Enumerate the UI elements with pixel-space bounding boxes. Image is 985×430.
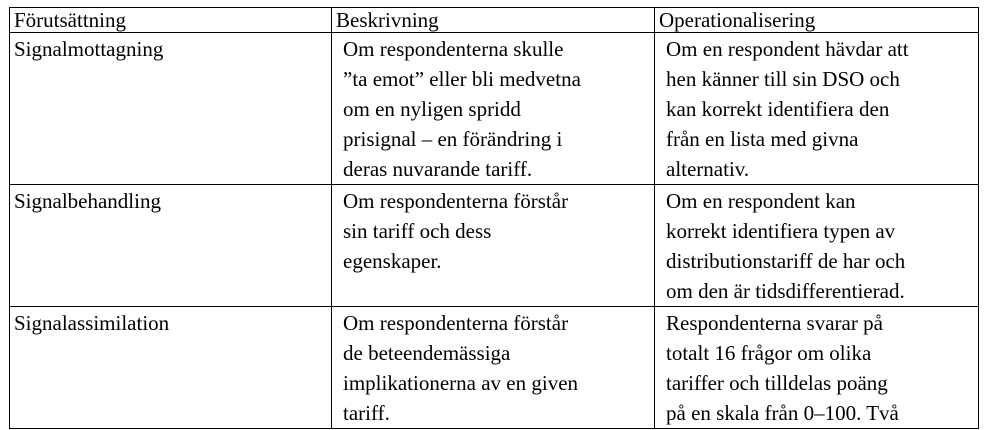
description-line: de beteendemässiga [343,341,511,365]
description-line: implikationerna av en given [343,371,579,395]
description-line: om en nyligen spridd [343,97,521,121]
operationalization-line: Om en respondent hävdar att [666,37,909,61]
operationalization-line: kan korrekt identifiera den [666,97,890,121]
condition-cell: Signalassimilation [10,307,332,429]
operationalization-cell [655,33,979,185]
operationalization-line: korrekt identifiera typen av [666,219,896,243]
header-description: Beskrivning [332,8,655,33]
description-line: Om respondenterna skulle [343,37,564,61]
description-cell [332,33,655,185]
operationalization-line: totalt 16 frågor om olika [666,341,872,365]
operationalization-line: hen känner till sin DSO och [666,67,900,91]
operationalization-line: distributionstariff de har och [666,249,906,273]
operationalization-line: Om en respondent kan [666,189,856,213]
description-line: sin tariff och dess [343,219,492,243]
description-line: egenskaper. [343,249,442,273]
operationalization-cell [655,307,979,429]
header-condition: Förutsättning [10,8,332,33]
conditions-table [9,7,979,429]
condition-cell: Signalbehandling [10,185,332,307]
operationalization-line: på en skala från 0–100. Två [666,401,899,425]
description-line: deras nuvarande tariff. [343,157,533,181]
description-line: Om respondenterna förstår [343,311,569,335]
description-line: ”ta emot” eller bli medvetna [343,67,581,91]
header-row [10,8,979,33]
description-line: prisignal – en förändring i [343,127,563,151]
operationalization-line: från en lista med givna [666,127,859,151]
operationalization-cell [655,185,979,307]
header-operationalization: Operationalisering [655,8,979,33]
table-row [10,307,979,429]
table-row [10,185,979,307]
description-line: tariff. [343,401,390,425]
operationalization-line: om den är tidsdifferentierad. [666,279,905,303]
description-line: Om respondenterna förstår [343,189,569,213]
operationalization-line: alternativ. [666,157,750,181]
operationalization-line: tariffer och tilldelas poäng [666,371,888,395]
table-row [10,33,979,185]
condition-cell: Signalmottagning [10,33,332,185]
description-cell [332,307,655,429]
operationalization-line: Respondenterna svarar på [666,311,883,335]
table-header [10,8,979,33]
description-cell [332,185,655,307]
